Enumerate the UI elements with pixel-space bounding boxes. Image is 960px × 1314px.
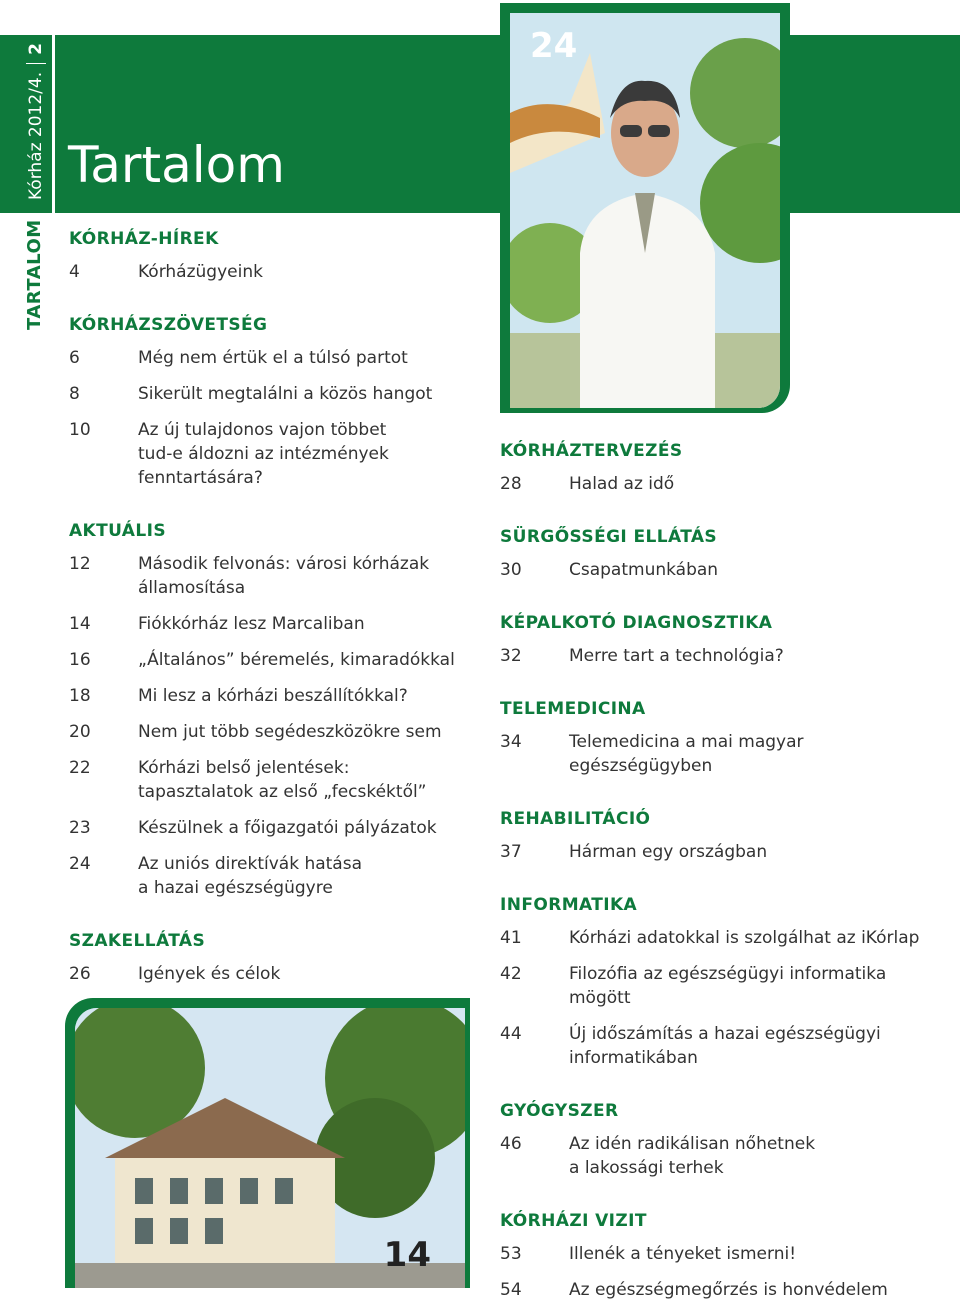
toc-entry[interactable]	[500, 926, 930, 950]
entry-page: 34	[500, 732, 522, 752]
entry-title: Hárman egy országban	[569, 842, 768, 862]
entry-title: Filozófia az egészségügyi informatika mögött	[569, 964, 887, 1008]
toc-entry[interactable]	[69, 852, 469, 900]
issue-label	[16, 0, 56, 200]
toc-section	[500, 1210, 930, 1302]
entry-title: Telemedicina a mai magyar egészségügyben	[569, 732, 804, 776]
entry-page: 28	[500, 474, 522, 494]
entry-title: Új időszámítás a hazai egészségügyi informatikában	[569, 1024, 881, 1068]
toc-entry[interactable]	[500, 1132, 930, 1180]
toc-left-column	[69, 228, 469, 998]
entry-page: 46	[500, 1134, 522, 1154]
toc-entry[interactable]	[500, 1022, 930, 1070]
doctor-photo	[510, 13, 780, 408]
vertical-section-label: TARTALOM	[24, 219, 45, 330]
entry-title: Készülnek a főigazgatói pályázatok	[138, 818, 437, 838]
section-heading: TELEMEDICINA	[500, 699, 646, 719]
photo-top-page-number: 24	[530, 26, 578, 66]
page-number: 2	[26, 43, 46, 55]
toc-entry[interactable]	[500, 1242, 930, 1266]
section-heading: KÓRHÁZI VIZIT	[500, 1211, 647, 1231]
section-heading: GYÓGYSZER	[500, 1101, 619, 1121]
photo-top-frame	[500, 3, 790, 413]
toc-entry[interactable]	[500, 472, 930, 496]
section-heading: SZAKELLÁTÁS	[69, 931, 206, 951]
toc-entry[interactable]	[500, 1278, 930, 1302]
entry-title: Az idén radikálisan nőhetnek a lakossági terhek	[569, 1134, 816, 1178]
toc-section	[500, 894, 930, 1070]
entry-title: Kórházi belső jelentések: tapasztalatok az első „fecskéktől”	[138, 758, 427, 802]
toc-entry[interactable]	[69, 552, 469, 600]
section-heading: REHABILITÁCIÓ	[500, 809, 651, 829]
section-heading: KÓRHÁZSZÖVETSÉG	[69, 315, 268, 335]
entry-title: Csapatmunkában	[569, 560, 719, 580]
page-title: Tartalom	[68, 136, 285, 194]
toc-section	[500, 612, 930, 668]
section-heading: KÓRHÁZ-HÍREK	[69, 229, 219, 249]
entry-page: 32	[500, 646, 522, 666]
entry-title: Halad az idő	[569, 474, 675, 494]
entry-page: 14	[69, 614, 91, 634]
toc-entry[interactable]	[500, 840, 930, 864]
entry-title: Sikerült megtalálni a közös hangot	[138, 384, 433, 404]
entry-title: Az egészségmegőrzés is honvédelem	[569, 1280, 888, 1300]
entry-page: 54	[500, 1280, 522, 1300]
entry-page: 53	[500, 1244, 522, 1264]
toc-right-column	[500, 440, 930, 1314]
entry-page: 26	[69, 964, 91, 984]
toc-entry[interactable]	[69, 346, 469, 370]
entry-title: Kórházi adatokkal is szolgálhat az iKórlap	[569, 928, 920, 948]
entry-page: 10	[69, 420, 91, 440]
entry-page: 8	[69, 384, 80, 404]
entry-page: 41	[500, 928, 522, 948]
section-heading: KÉPALKOTÓ DIAGNOSZTIKA	[500, 613, 773, 633]
photo-bottom-frame	[65, 998, 470, 1288]
entry-title: Igények és célok	[138, 964, 281, 984]
toc-entry[interactable]	[69, 720, 469, 744]
entry-page: 18	[69, 686, 91, 706]
toc-entry[interactable]	[69, 756, 469, 804]
doctor-photo-illustration	[510, 13, 780, 408]
entry-page: 22	[69, 758, 91, 778]
toc-entry[interactable]	[69, 816, 469, 840]
toc-entry[interactable]	[500, 730, 930, 778]
photo-bottom-page-number: 14	[383, 1235, 431, 1275]
toc-section	[500, 808, 930, 864]
entry-page: 24	[69, 854, 91, 874]
entry-title: Illenék a tényeket ismerni!	[569, 1244, 797, 1264]
entry-page: 12	[69, 554, 91, 574]
toc-entry[interactable]	[69, 260, 469, 284]
entry-page: 37	[500, 842, 522, 862]
issue-divider	[26, 63, 46, 64]
entry-page: 42	[500, 964, 522, 984]
toc-section	[500, 698, 930, 778]
toc-section	[69, 520, 469, 900]
entry-title: Második felvonás: városi kórházak államosítása	[138, 554, 430, 598]
entry-title: Fiókkórház lesz Marcaliban	[138, 614, 365, 634]
entry-page: 20	[69, 722, 91, 742]
toc-section	[69, 314, 469, 490]
toc-section	[69, 930, 469, 986]
entry-title: Mi lesz a kórházi beszállítókkal?	[138, 686, 408, 706]
toc-entry[interactable]	[69, 418, 469, 490]
entry-page: 4	[69, 262, 80, 282]
section-heading: INFORMATIKA	[500, 895, 638, 915]
entry-page: 16	[69, 650, 91, 670]
toc-section	[500, 440, 930, 496]
section-heading: KÓRHÁZTERVEZÉS	[500, 441, 683, 461]
toc-entry[interactable]	[69, 684, 469, 708]
entry-title: Az uniós direktívák hatása a hazai egészségügyre	[138, 854, 362, 898]
entry-title: „Általános” béremelés, kimaradókkal	[138, 650, 455, 670]
entry-title: Merre tart a technológia?	[569, 646, 784, 666]
toc-entry[interactable]	[69, 612, 469, 636]
entry-title: Még nem értük el a túlsó partot	[138, 348, 408, 368]
toc-entry[interactable]	[69, 382, 469, 406]
toc-entry[interactable]	[69, 962, 469, 986]
toc-section	[69, 228, 469, 284]
toc-entry[interactable]	[500, 962, 930, 1010]
entry-page: 30	[500, 560, 522, 580]
entry-page: 23	[69, 818, 91, 838]
entry-title: Az új tulajdonos vajon többet tud-e áldozni az intézmények fenntartására?	[138, 420, 389, 488]
toc-entry[interactable]	[500, 558, 930, 582]
entry-page: 6	[69, 348, 80, 368]
section-heading: AKTUÁLIS	[69, 521, 166, 541]
toc-entry[interactable]	[500, 644, 930, 668]
issue-text: Kórház 2012/4.	[26, 71, 46, 200]
hospital-building-photo	[75, 1008, 465, 1288]
entry-title: Nem jut több segédeszközökre sem	[138, 722, 442, 742]
entry-page: 44	[500, 1024, 522, 1044]
entry-title: Kórházügyeink	[138, 262, 263, 282]
section-heading: SÜRGŐSSÉGI ELLÁTÁS	[500, 527, 718, 547]
toc-entry[interactable]	[69, 648, 469, 672]
toc-section	[500, 1100, 930, 1180]
toc-section	[500, 526, 930, 582]
